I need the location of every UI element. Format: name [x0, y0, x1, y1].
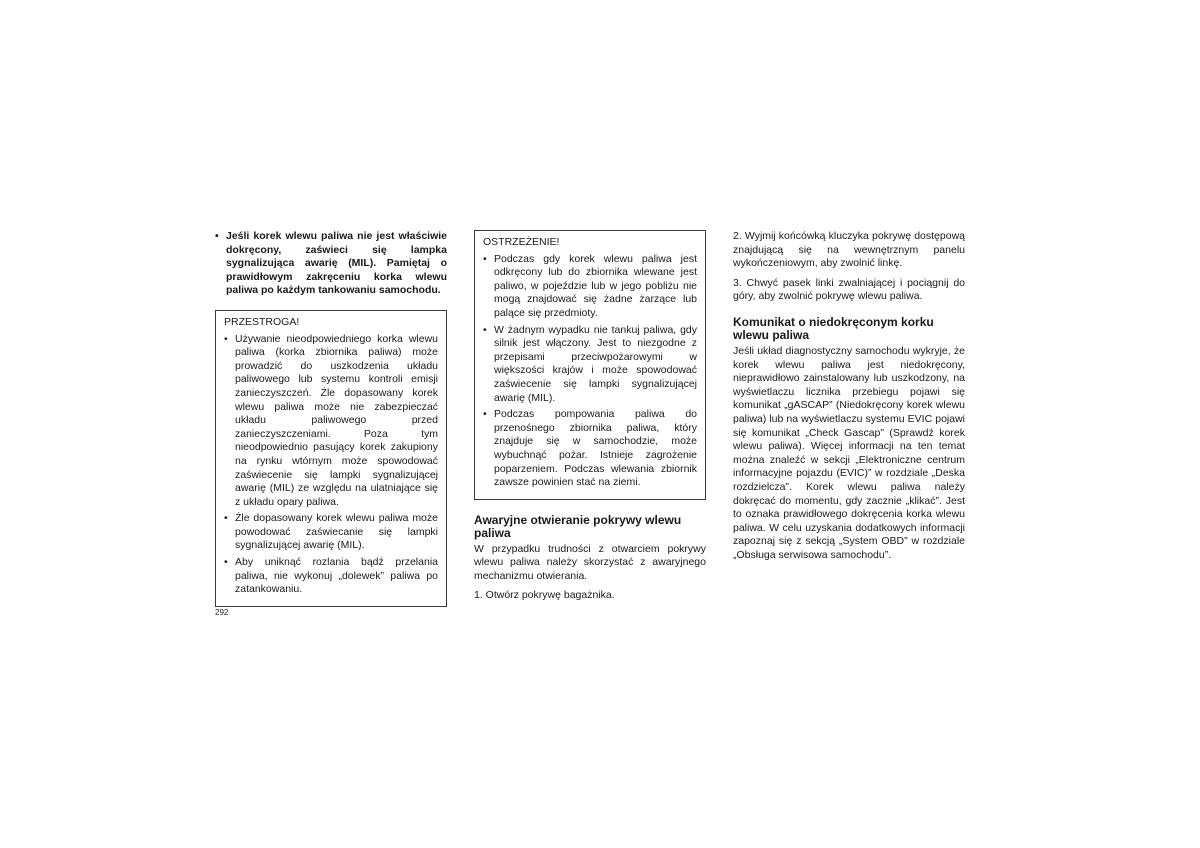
warning-item-text: Podczas gdy korek wlewu paliwa jest odkręcony lub do zbiornika wlewane jest paliwo, w pojeździe lub w jego pobliżu nie mogą znajdować się żadne żarzące lub palące się przedmioty. — [494, 252, 697, 319]
gascap-message-heading: Komunikat o niedokręconym korku wlewu paliwa — [733, 314, 934, 343]
column-left — [215, 230, 447, 607]
bullet-dot: • — [483, 323, 487, 336]
emergency-release-heading: Awaryjne otwieranie pokrywy wlewu paliwa — [474, 512, 682, 541]
warning-item — [483, 408, 697, 490]
bullet-dot: • — [215, 230, 219, 242]
caution-item — [224, 333, 438, 510]
caution-title: PRZESTROGA! — [224, 315, 300, 328]
emergency-release-intro: W przypadku trudności z otwarciem pokrywy wlewu paliwa należy skorzystać z awaryjnego mechanizmu otwierania. — [474, 542, 706, 582]
bullet-dot: • — [224, 512, 228, 525]
gascap-message-body: Jeśli układ diagnostyczny samochodu wykryje, że korek wlewu paliwa jest niedokręcony, nieprawidłowo zainstalowany lub uszkodzony, na wyświetlaczu licznika przebiegu pojawi się komunikat „gASCAP” (Niedokręcony korek wlewu paliwa) lub na wyświetlaczu systemu EVIC pojawi się komunikat „Check Gascap” (Sprawdź korek wlewu paliwa). Więcej informacji na ten temat można znaleźć w sekcji „Elektroniczne centrum informacyjne pojazdu (EVIC)” w rozdziale „Deska rozdzielcza”. Korek wlewu paliwa należy dokręcać do momentu, gdy zacznie „klikać”. Jest to oznaka prawidłowego dokręcenia korka wlewu paliwa. W celu uzyskania dodatkowych informacji zapoznaj się z sekcją „System OBD” w rozdziale „Obsługa serwisowa samochodu”. — [733, 344, 965, 561]
caution-list — [224, 333, 438, 597]
caution-item-text: Używanie nieodpowiedniego korka wlewu paliwa (korka zbiornika paliwa) może prowadzić do uszkodzenia układu paliwowego lub systemu kontroli emisji zanieczyszczeń. Źle dopasowany korek wlewu paliwa może nie zabezpieczać układu paliwowego przed zanieczyszczeniami. Poza tym nieodpowiednio pasujący korek zakupiony na rynku wtórnym może spowodować zaświecenie się lampki sygnalizującej awarię (MIL) ze względu na ulatniające się z układu opary paliwa. — [235, 332, 438, 508]
caution-item-text: Źle dopasowany korek wlewu paliwa może powodować zaświecanie się lampki sygnalizującej awarię (MIL). — [235, 512, 438, 552]
warning-list — [483, 253, 697, 490]
warning-item — [483, 324, 697, 406]
page-number: 292 — [215, 608, 229, 617]
caution-item — [224, 556, 438, 597]
warning-item-text: W żadnym wypadku nie tankuj paliwa, gdy silnik jest włączony. Jest to niezgodne z przepisami przeciwpożarowymi w większości krajów i może spowodować zaświecenie się lampki sygnalizującej awarię (MIL). — [494, 323, 697, 404]
intro-bullet-text: Jeśli korek wlewu paliwa nie jest właściwie dokręcony, zaświeci się lampka sygnalizująca awarię (MIL). Pamiętaj o prawidłowym zakręceniu korka wlewu paliwa po każdym tankowaniu samochodu. — [226, 230, 447, 297]
warning-item-text: Podczas pompowania paliwa do przenośnego zbiornika paliwa, który znajduje się w samochodzie, może wybuchnąć pożar. Istnieje zagrożenie poparzeniem. Podczas wlewania zbiornik zawsze powinien stać na ziemi. — [494, 408, 697, 489]
caution-box — [215, 310, 447, 607]
column-middle — [474, 230, 706, 609]
bullet-dot: • — [224, 332, 228, 345]
bullet-dot: • — [224, 556, 228, 569]
caution-item-text: Aby uniknąć rozlania bądź przelania paliwa, nie wykonuj „dolewek” paliwa po zatankowaniu. — [235, 556, 438, 596]
intro-bullet — [215, 230, 447, 298]
step-1: 1. Otwórz pokrywę bagażnika. — [474, 589, 615, 602]
step-2: 2. Wyjmij końcówką kluczyka pokrywę dostępową znajdującą się na wewnętrznym panelu wykończeniowym, aby zwolnić linkę. — [733, 230, 965, 270]
warning-title: OSTRZEŻENIE! — [483, 236, 560, 248]
step-3: 3. Chwyć pasek linki zwalniającej i pociągnij do góry, aby zwolnić pokrywę wlewu paliwa. — [733, 276, 965, 303]
caution-item — [224, 512, 438, 553]
warning-box — [474, 230, 706, 500]
bullet-dot: • — [483, 408, 487, 421]
warning-item — [483, 253, 697, 321]
bullet-dot: • — [483, 252, 487, 265]
column-right — [733, 230, 965, 568]
